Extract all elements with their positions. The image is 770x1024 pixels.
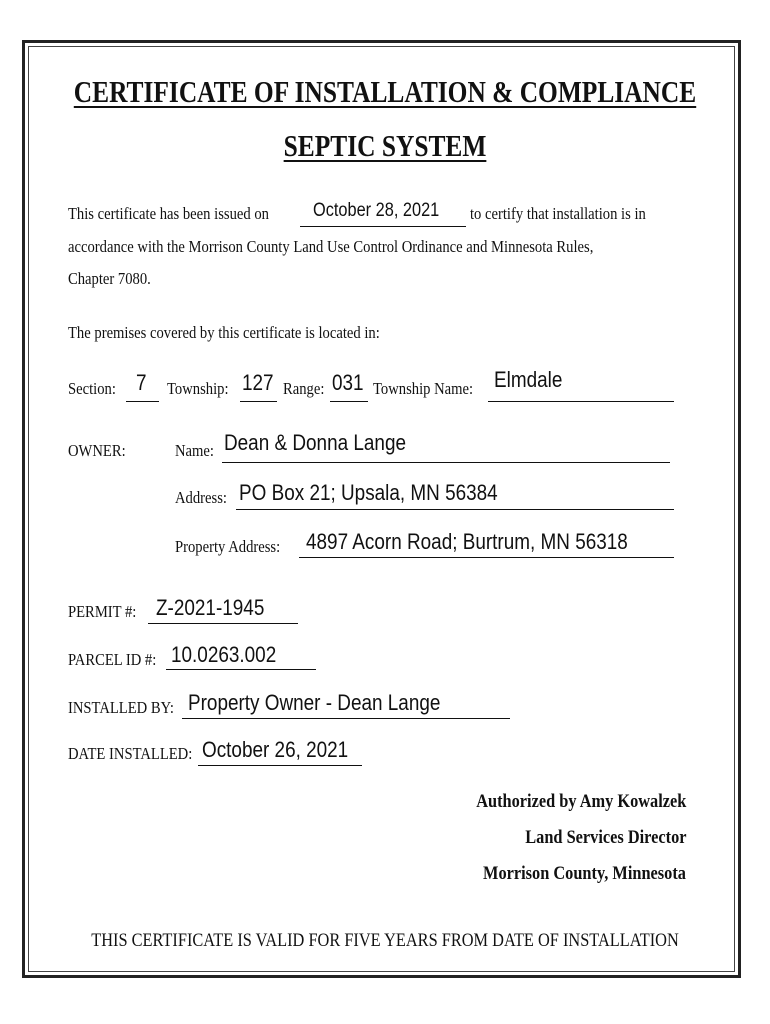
property-address-value: 4897 Acorn Road; Burtrum, MN 56318	[306, 529, 628, 554]
range-line	[330, 401, 368, 402]
authorized-organization: Morrison County, Minnesota	[483, 863, 686, 884]
title-line-2: SEPTIC SYSTEM	[283, 128, 487, 163]
authorized-title: Land Services Director	[524, 827, 686, 848]
name-value: Dean & Donna Lange	[224, 430, 406, 455]
intro-text-post: to certify that installation is in	[470, 204, 646, 223]
owner-label: OWNER:	[68, 441, 126, 460]
installed-by-line	[182, 718, 510, 719]
address-label: Address:	[175, 488, 227, 507]
issue-date-value: October 28, 2021	[313, 200, 440, 221]
section-line	[126, 401, 159, 402]
township-value: 127	[242, 370, 274, 395]
authorized-by: Authorized by Amy Kowalzek	[475, 791, 686, 812]
address-value: PO Box 21; Upsala, MN 56384	[239, 480, 498, 505]
installed-by-label: INSTALLED BY:	[68, 698, 174, 717]
intro-text-line3: Chapter 7080.	[68, 269, 151, 288]
range-value: 031	[332, 370, 364, 395]
section-label: Section:	[68, 379, 116, 398]
permit-line	[148, 623, 298, 624]
property-address-label: Property Address:	[175, 537, 281, 556]
township-name-label: Township Name:	[373, 379, 474, 398]
issue-date-line	[300, 226, 466, 227]
intro-text-line2: accordance with the Morrison County Land Use Control Ordinance and Minnesota Rules,	[68, 237, 594, 256]
intro-text-pre: This certificate has been issued on	[68, 204, 269, 223]
parcel-label: PARCEL ID #:	[68, 650, 157, 669]
permit-label: PERMIT #:	[68, 602, 137, 621]
installed-by-value: Property Owner - Dean Lange	[188, 690, 441, 715]
range-label: Range:	[283, 379, 325, 398]
title-line-1: CERTIFICATE OF INSTALLATION & COMPLIANCE	[73, 74, 697, 109]
name-label: Name:	[175, 441, 214, 460]
property-address-line	[299, 557, 674, 558]
township-name-line	[488, 401, 674, 402]
date-installed-value: October 26, 2021	[202, 737, 349, 762]
section-value: 7	[136, 370, 147, 395]
address-line	[236, 509, 674, 510]
permit-value: Z-2021-1945	[156, 595, 265, 620]
parcel-value: 10.0263.002	[171, 642, 277, 667]
date-installed-line	[198, 765, 362, 766]
township-line	[240, 401, 277, 402]
township-name-value: Elmdale	[494, 367, 563, 392]
township-label: Township:	[167, 379, 229, 398]
validity-footer: THIS CERTIFICATE IS VALID FOR FIVE YEARS FROM DATE OF INSTALLATION	[91, 930, 679, 951]
premises-text: The premises covered by this certificate is located in:	[68, 323, 380, 342]
name-line	[222, 462, 670, 463]
parcel-line	[166, 669, 316, 670]
date-installed-label: DATE INSTALLED:	[68, 744, 193, 763]
